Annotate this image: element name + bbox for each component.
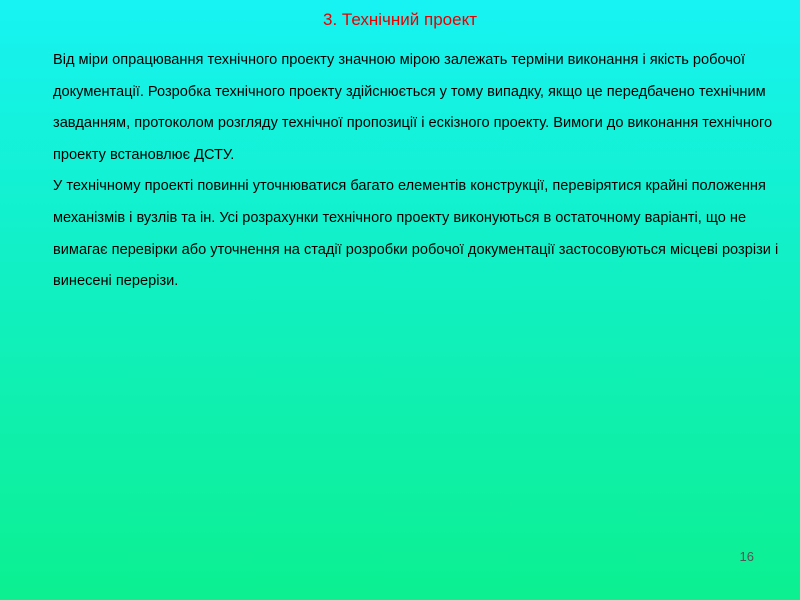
- slide-number: 16: [739, 549, 754, 564]
- body-paragraph-1: Від міри опрацювання технічного проекту значною мірою залежать терміни виконання і якість робочої документації. Розробка технічного проекту здійснюється у тому випадку, якщо це передбачено технічним завданням, протоколом розгляду технічної пропозиції і ескізного проекту. Вимоги до виконання технічного проекту встановлює ДСТУ.: [53, 52, 773, 163]
- slide-title: 3. Технічний проект: [322, 10, 478, 29]
- slide-body: [53, 45, 788, 298]
- body-paragraph-2: У технічному проекті повинні уточнюватися багато елементів конструкції, перевірятися крайні положення механізмів і вузлів та ін. Усі розрахунки технічного проекту виконуються в остаточному варіанті, що не вимагає перевірки або уточнення на стадії розробки робочої документації застосовуються місцеві розрізи і винесені перерізи.: [53, 178, 779, 290]
